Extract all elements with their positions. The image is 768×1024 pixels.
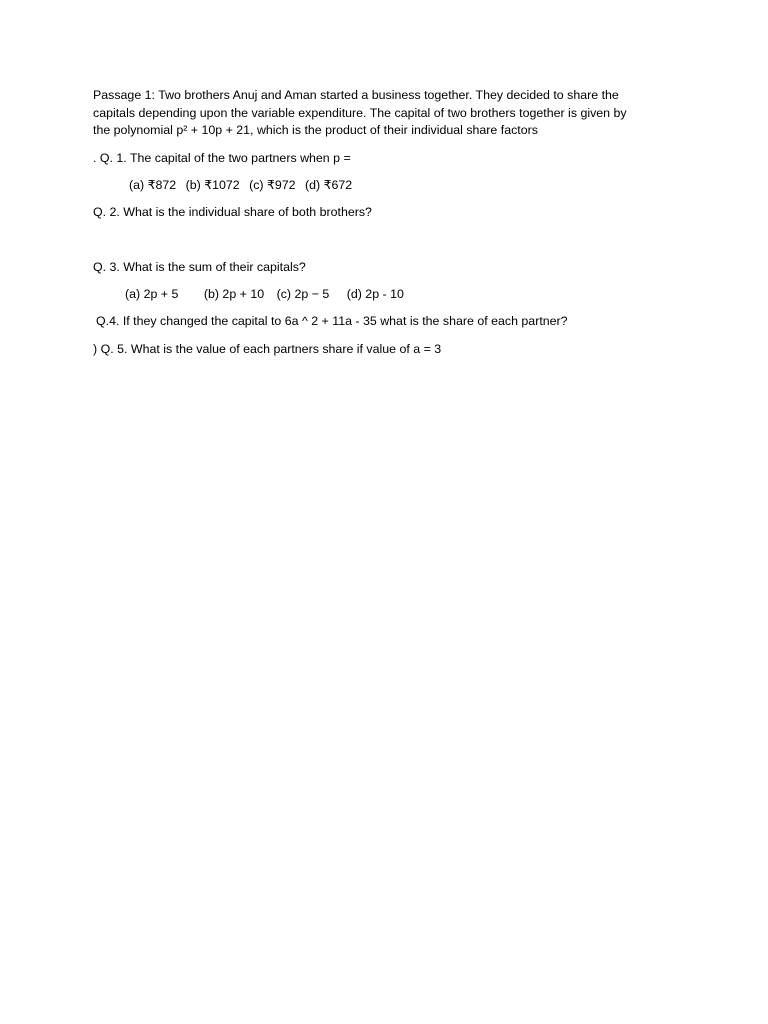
question-1: . Q. 1. The capital of the two partners when p =: [93, 151, 351, 165]
question-3-option-a: (a) 2p + 5: [125, 287, 179, 301]
passage-line-1: Passage 1: Two brothers Anuj and Aman started a business together. They decided to share the: [93, 88, 619, 102]
question-3-options: [125, 286, 404, 304]
question-1-option-b: (b) ₹1072: [185, 178, 240, 192]
question-2: Q. 2. What is the individual share of both brothers?: [93, 205, 372, 219]
question-1-option-d: (d) ₹672: [305, 178, 353, 192]
passage-paragraph: [93, 87, 683, 140]
question-5: ) Q. 5. What is the value of each partners share if value of a = 3: [93, 342, 442, 356]
question-1-options: [129, 177, 358, 195]
passage-line-2: capitals depending upon the variable expenditure. The capital of two brothers together is given by: [93, 105, 627, 120]
passage-line-3: the polynomial p² + 10p + 21, which is the product of their individual share factors: [93, 123, 538, 137]
question-3: Q. 3. What is the sum of their capitals?: [93, 260, 306, 274]
question-1-option-c: (c) ₹972: [249, 178, 296, 192]
question-3-option-b: (b) 2p + 10: [203, 287, 265, 301]
question-4: Q.4. If they changed the capital to 6a ^ 2 + 11a - 35 what is the share of each partner?: [96, 314, 568, 328]
question-1-option-a: (a) ₹872: [129, 178, 177, 192]
question-3-option-d: (d) 2p - 10: [346, 287, 404, 301]
question-3-option-c: (c) 2p − 5: [276, 287, 330, 301]
